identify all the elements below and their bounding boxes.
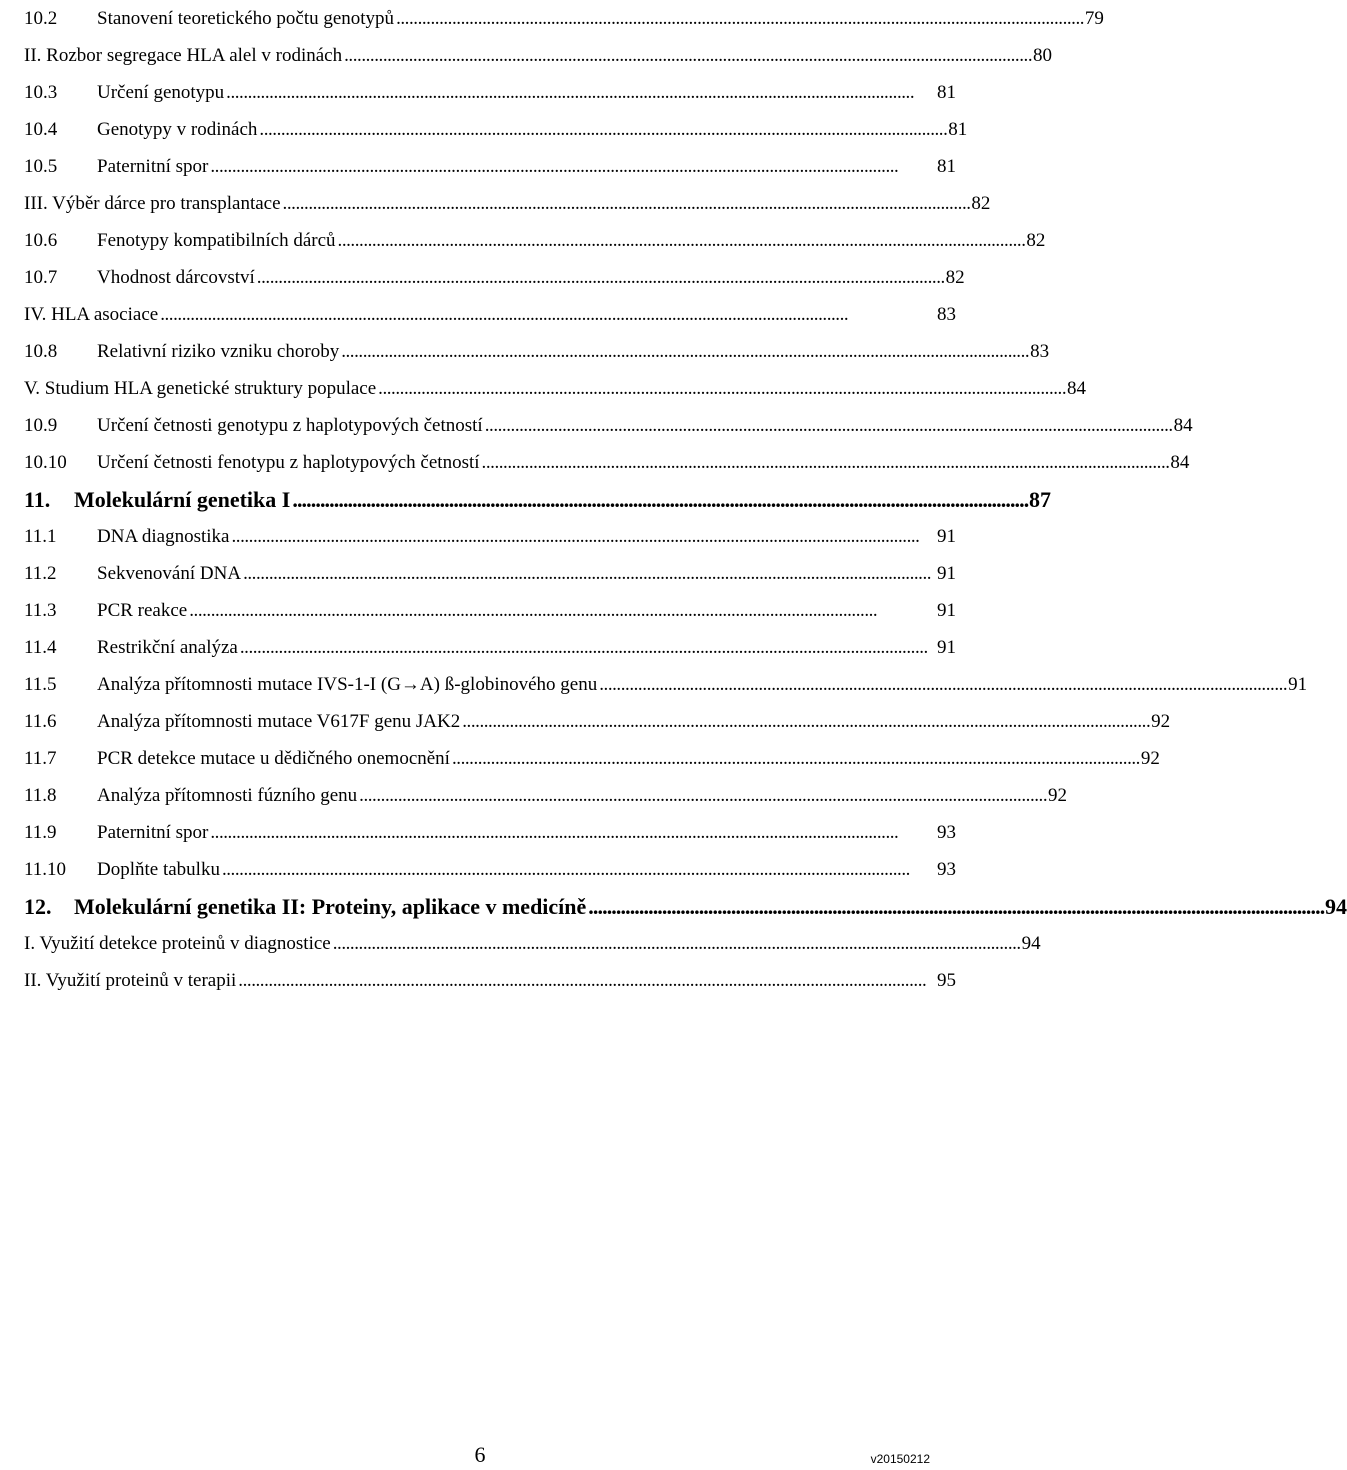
toc-entry-number: 11.9 (24, 822, 57, 843)
toc-entry[interactable] (24, 814, 956, 851)
toc-entry[interactable] (24, 518, 956, 555)
toc-entry-title: Doplňte tabulku (97, 859, 220, 880)
toc-entry-number: 11.7 (24, 748, 57, 769)
toc-leader-dots (396, 0, 1082, 37)
toc-entry-title: Určení četnosti fenotypu z haplotypových četností (97, 452, 480, 473)
toc-entry-page: 94 (1021, 933, 1041, 954)
toc-entry-page: 84 (1067, 378, 1087, 399)
toc-entry-title: PCR detekce mutace u dědičného onemocnění (97, 748, 450, 769)
toc-entry-page: 95 (937, 970, 956, 991)
toc-leader-dots (452, 740, 1138, 777)
toc-leader-dots (359, 777, 1045, 814)
toc-entry-title: IV. HLA asociace (24, 304, 159, 325)
toc-entry-title: II. Rozbor segregace HLA alel v rodinách (24, 45, 343, 66)
toc-entry-title: Analýza přítomnosti mutace V617F genu JAK2 (97, 711, 461, 732)
toc-entry-page: 93 (937, 859, 956, 880)
toc-leader-dots (333, 925, 1019, 962)
toc-entry[interactable] (24, 296, 956, 333)
toc-entry-page: 91 (937, 526, 956, 547)
toc-entry[interactable] (24, 962, 956, 999)
toc-entry[interactable] (24, 111, 968, 148)
toc-entry[interactable] (24, 851, 956, 888)
toc-leader-dots (257, 259, 943, 296)
toc-entry-page: 91 (937, 637, 956, 658)
toc-entry-title: PCR reakce (97, 600, 188, 621)
toc-entry-number: 10.8 (24, 341, 58, 362)
toc-entry-page: 81 (937, 82, 956, 103)
toc-leader-dots (462, 703, 1148, 740)
toc-entry-page: 83 (937, 304, 956, 325)
toc-entry-number: 11.3 (24, 600, 57, 621)
toc-entry-page: 92 (1151, 711, 1171, 732)
toc-entry-title: V. Studium HLA genetické struktury populace (24, 378, 377, 399)
toc-entry[interactable] (24, 666, 1308, 703)
toc-entry-page: 93 (937, 822, 956, 843)
toc-leader-dots (189, 592, 934, 629)
toc-entry-title: DNA diagnostika (97, 526, 230, 547)
toc-leader-dots (226, 74, 934, 111)
toc-entry[interactable] (24, 259, 965, 296)
toc-entry[interactable] (24, 333, 1050, 370)
toc-entry-title: Vhodnost dárcovství (97, 267, 255, 288)
toc-leader-dots (243, 555, 934, 592)
toc-entry-title: Genotypy v rodinách (97, 119, 258, 140)
toc-entry[interactable] (24, 777, 1067, 814)
toc-entry[interactable] (24, 629, 956, 666)
toc-leader-dots (378, 370, 1064, 407)
toc-entry[interactable] (24, 444, 1190, 481)
toc-entry-title: III. Výběr dárce pro transplantace (24, 193, 281, 214)
toc-entry-title: Paternitní spor (97, 822, 209, 843)
toc-entry-title: Sekvenování DNA (97, 563, 242, 584)
toc-entry-title: Fenotypy kompatibilních dárců (97, 230, 336, 251)
toc-entry[interactable] (24, 481, 1052, 518)
toc-entry-page: 80 (1032, 45, 1052, 66)
toc-leader-dots (231, 518, 934, 555)
toc-leader-dots (210, 814, 934, 851)
toc-entry-title: Restrikční analýza (97, 637, 238, 658)
toc-entry-number: 10.2 (24, 8, 58, 29)
toc-entry-page: 81 (948, 119, 968, 140)
toc-entry-page: 92 (1140, 748, 1160, 769)
toc-leader-dots (341, 333, 1027, 370)
toc-leader-dots (338, 222, 1024, 259)
toc-entry-title: Analýza přítomnosti mutace IVS-1-I (G→A) ß-globinového genu (97, 674, 598, 695)
toc-leader-dots (283, 185, 969, 222)
toc-leader-dots (485, 407, 1171, 444)
toc-entry-page: 79 (1084, 8, 1104, 29)
toc-entry-page: 84 (1170, 452, 1190, 473)
toc-entry-number: 10.5 (24, 156, 58, 177)
table-of-contents (24, 0, 1347, 999)
toc-leader-dots (160, 296, 934, 333)
toc-leader-dots (292, 481, 1026, 518)
toc-entry-number: 10.3 (24, 82, 58, 103)
toc-leader-dots (344, 37, 1030, 74)
toc-leader-dots (599, 666, 1285, 703)
toc-entry-number: 12. (24, 894, 52, 919)
toc-entry[interactable] (24, 740, 1160, 777)
toc-leader-dots (259, 111, 945, 148)
toc-entry-page: 91 (937, 600, 956, 621)
toc-entry-number: 11.1 (24, 526, 57, 547)
toc-entry-page: 84 (1173, 415, 1193, 436)
toc-entry-page: 82 (971, 193, 991, 214)
toc-entry[interactable] (24, 888, 1347, 925)
toc-entry-page: 82 (945, 267, 965, 288)
toc-leader-dots (210, 148, 934, 185)
toc-entry[interactable] (24, 0, 1104, 37)
toc-entry-number: 11.4 (24, 637, 57, 658)
toc-entry-number: 10.9 (24, 415, 58, 436)
toc-entry-number: 10.6 (24, 230, 58, 251)
toc-entry-number: 11.2 (24, 563, 57, 584)
toc-entry[interactable] (24, 592, 956, 629)
toc-entry-title: Stanovení teoretického počtu genotypů (97, 8, 395, 29)
toc-entry[interactable] (24, 703, 1171, 740)
toc-entry[interactable] (24, 555, 956, 592)
toc-entry[interactable] (24, 74, 956, 111)
toc-entry-number: 10.10 (24, 452, 67, 473)
toc-entry[interactable] (24, 407, 1193, 444)
toc-entry-number: 11.8 (24, 785, 57, 806)
toc-entry-title: I. Využití detekce proteinů v diagnostice (24, 933, 331, 954)
toc-entry-page: 92 (1048, 785, 1067, 806)
toc-entry[interactable] (24, 222, 1046, 259)
toc-entry-title: Určení četnosti genotypu z haplotypových četností (97, 415, 483, 436)
version-label: v20150212 (870, 1452, 930, 1466)
toc-entry-number: 11. (24, 487, 51, 512)
toc-entry-title: Relativní riziko vzniku choroby (97, 341, 340, 362)
page-number: 6 (474, 1442, 486, 1467)
toc-entry-title: Analýza přítomnosti fúzního genu (97, 785, 358, 806)
toc-entry[interactable] (24, 185, 991, 222)
toc-entry-number: 11.10 (24, 859, 67, 880)
toc-entry-number: 11.6 (24, 711, 57, 732)
toc-entry-number: 10.4 (24, 119, 58, 140)
toc-entry-title: Paternitní spor (97, 156, 209, 177)
toc-entry-title: Molekulární genetika II: Proteiny, aplikace v medicíně (74, 894, 587, 919)
toc-leader-dots (238, 962, 934, 999)
toc-entry-page: 94 (1325, 894, 1347, 919)
toc-entry[interactable] (24, 925, 1041, 962)
toc-entry-title: Určení genotypu (97, 82, 225, 103)
toc-entry-title: Molekulární genetika I (74, 487, 291, 512)
toc-entry[interactable] (24, 37, 1052, 74)
toc-entry-title: II. Využití proteinů v terapii (24, 970, 237, 991)
toc-entry[interactable] (24, 148, 956, 185)
toc-entry-page: 91 (1288, 674, 1308, 695)
toc-entry-page: 82 (1026, 230, 1046, 251)
toc-entry-number: 11.5 (24, 674, 57, 695)
toc-leader-dots (482, 444, 1168, 481)
toc-entry-number: 10.7 (24, 267, 58, 288)
toc-entry-page: 81 (937, 156, 956, 177)
toc-leader-dots (222, 851, 934, 888)
toc-leader-dots (588, 888, 1322, 925)
toc-leader-dots (240, 629, 934, 666)
toc-entry-page: 87 (1029, 487, 1052, 512)
toc-entry[interactable] (24, 370, 1087, 407)
toc-entry-page: 83 (1030, 341, 1050, 362)
toc-entry-page: 91 (937, 563, 956, 584)
